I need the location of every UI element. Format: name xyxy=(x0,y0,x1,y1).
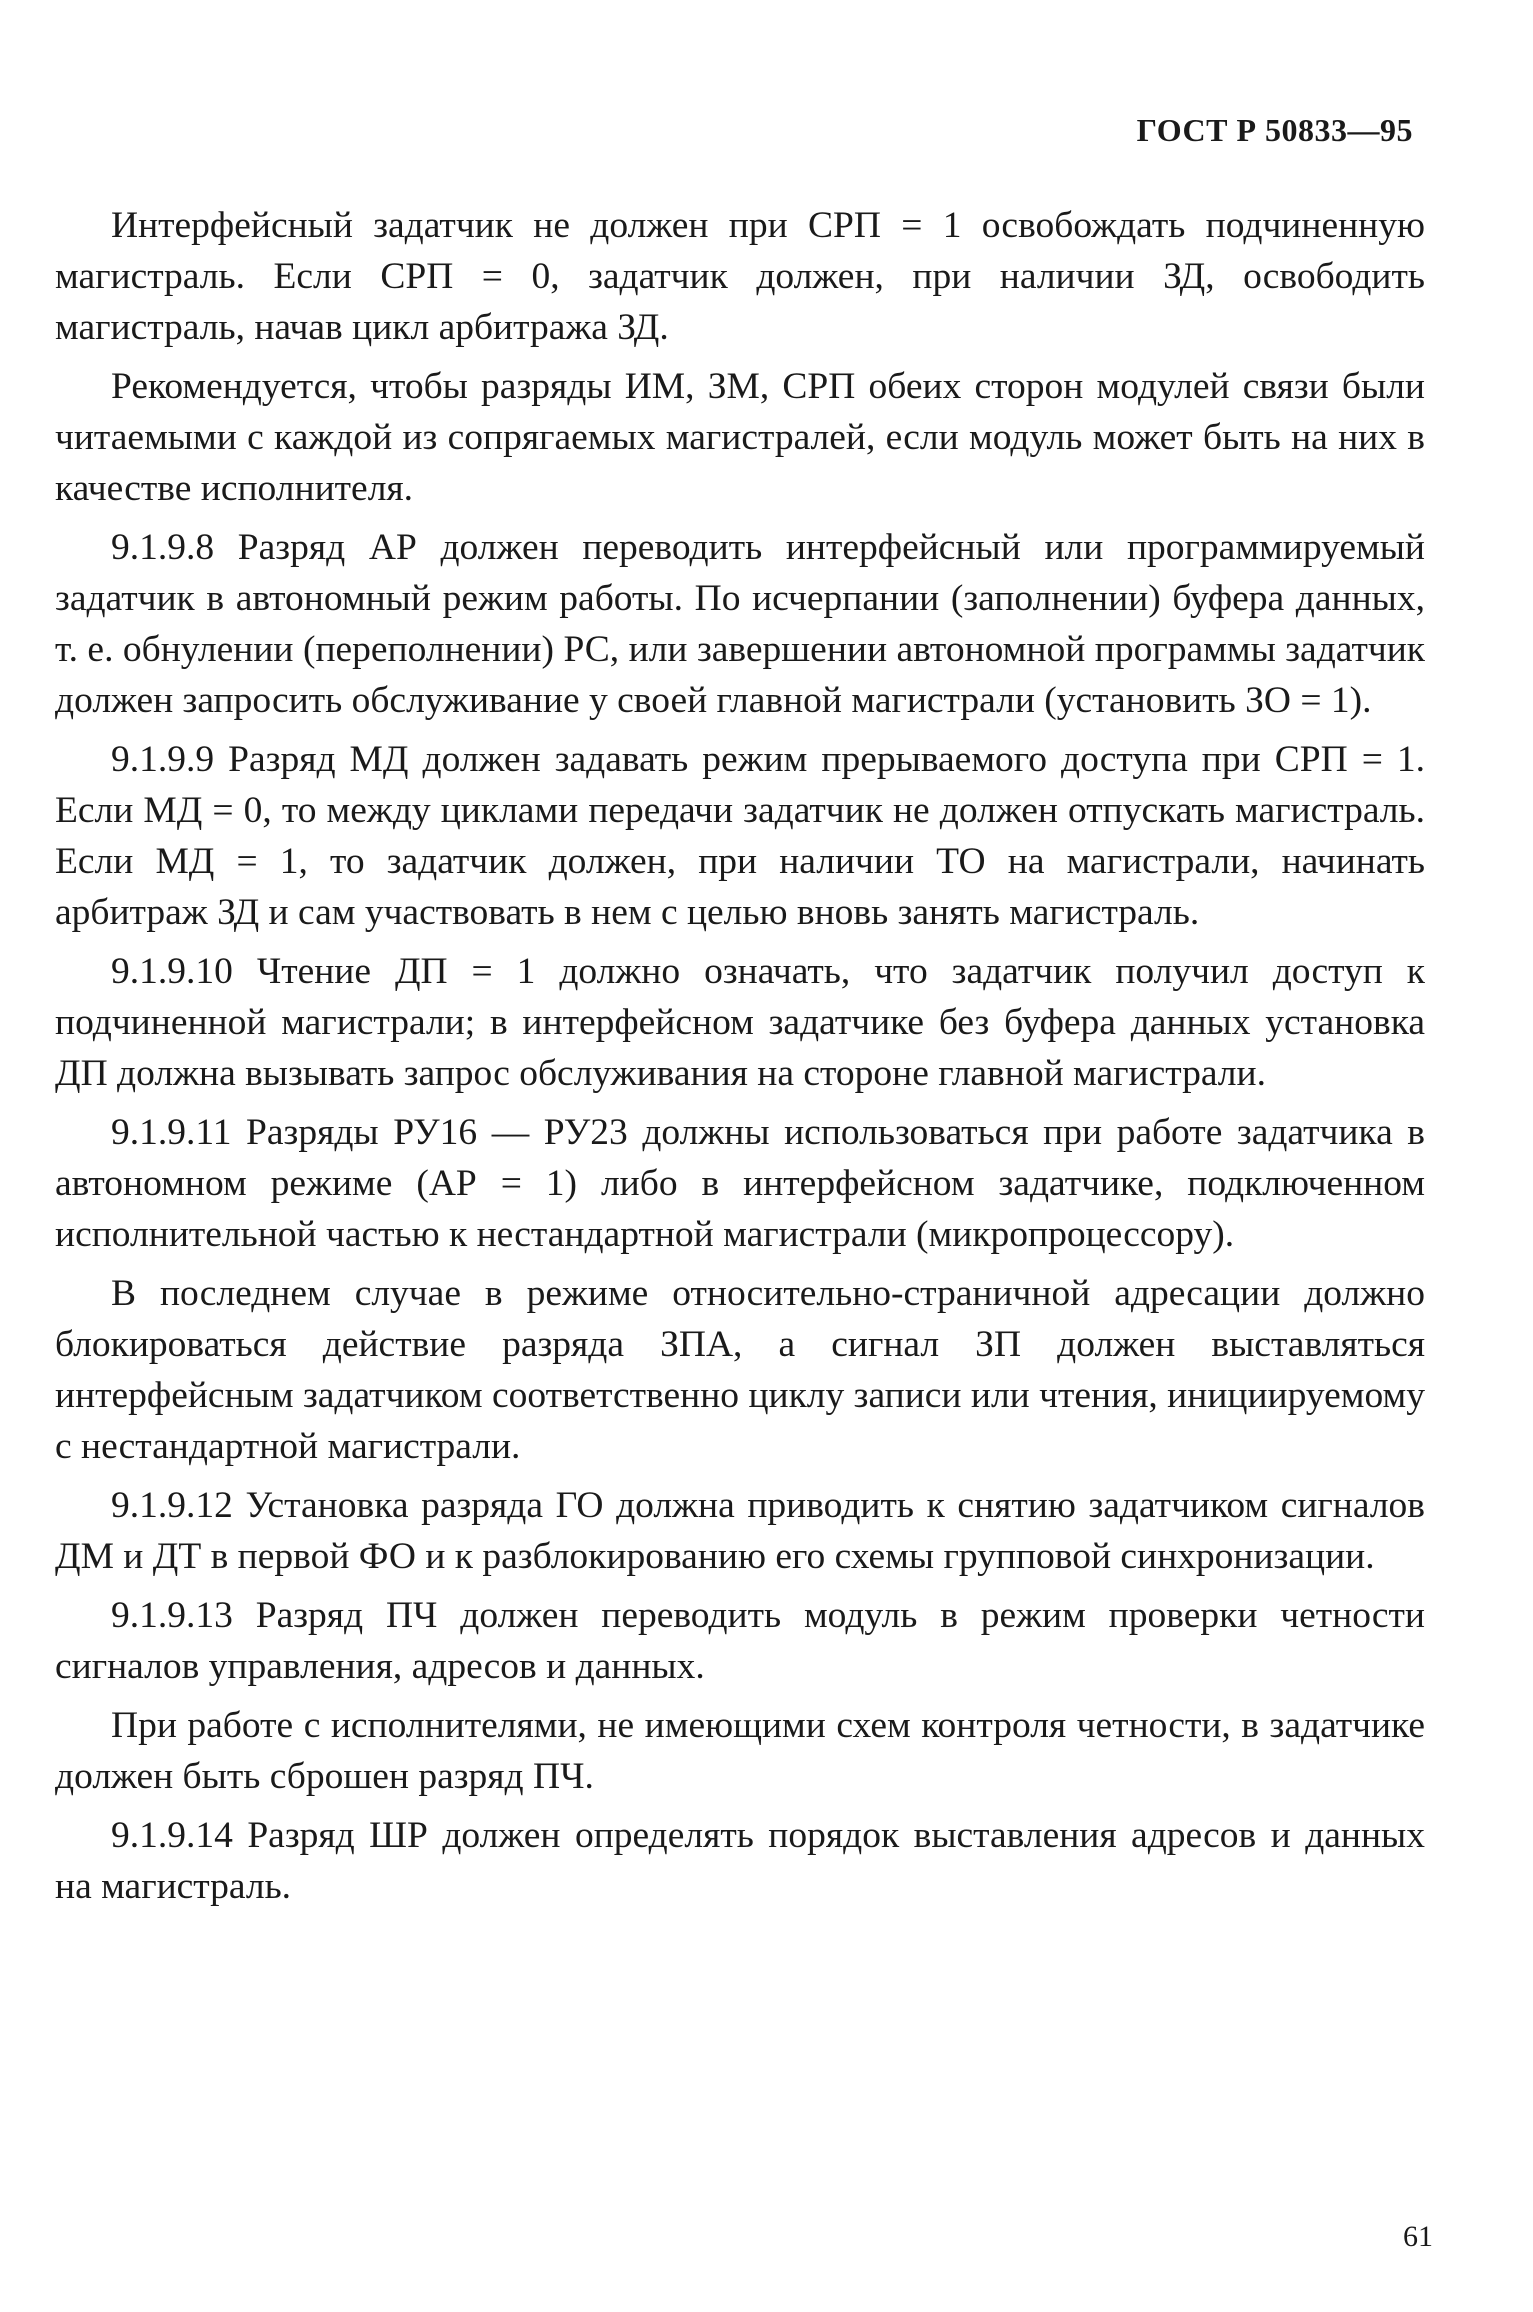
paragraph: Интерфейсный задатчик не должен при СРП = 1 освобождать подчиненную магистраль. Если СРП = 0, задатчик должен, при наличии ЗД, освободить магистраль, начав цикл арбитража ЗД. xyxy=(55,205,1425,348)
paragraph: Рекомендуется, чтобы разряды ИМ, ЗМ, СРП обеих сторон модулей связи были читаемыми с каждой из сопрягаемых магистралей, если модуль может быть на них в качестве исполнителя. xyxy=(55,366,1425,509)
paragraph: 9.1.9.8 Разряд АР должен переводить интерфейсный или программируемый задатчик в автономный режим работы. По исчерпании (заполнении) буфера данных, т. е. обнулении (переполнении) РС, или завершении автономной программы задатчик должен запросить обслуживание у своей главной магистрали (установить ЗО = 1). xyxy=(55,527,1425,721)
paragraph: 9.1.9.9 Разряд МД должен задавать режим прерываемого доступа при СРП = 1. Если МД = 0, то между циклами передачи задатчик не должен отпускать магистраль. Если МД = 1, то задатчик должен, при наличии ТО на магистрали, начинать арбитраж ЗД и сам участвовать в нем с целью вновь занять магистраль. xyxy=(55,739,1425,933)
paragraph: 9.1.9.12 Установка разряда ГО должна приводить к снятию задатчиком сигналов ДМ и ДТ в первой ФО и к разблокированию его схемы групповой синхронизации. xyxy=(55,1485,1425,1577)
paragraph: 9.1.9.13 Разряд ПЧ должен переводить модуль в режим проверки четности сигналов управления, адресов и данных. xyxy=(55,1595,1425,1687)
document-body xyxy=(55,200,1425,1920)
paragraph: При работе с исполнителями, не имеющими схем контроля четности, в задатчике должен быть сброшен разряд ПЧ. xyxy=(55,1705,1425,1797)
paragraph: 9.1.9.11 Разряды РУ16 — РУ23 должны использоваться при работе задатчика в автономном режиме (АР = 1) либо в интерфейсном задатчике, подключенном исполнительной частью к нестандартной магистрали (микропроцессору). xyxy=(55,1112,1425,1255)
page-number: 61 xyxy=(1403,2220,1433,2253)
paragraph: 9.1.9.10 Чтение ДП = 1 должно означать, что задатчик получил доступ к подчиненной магистрали; в интерфейсном задатчике без буфера данных установка ДП должна вызывать запрос обслуживания на стороне главной магистрали. xyxy=(55,951,1425,1094)
paragraph: В последнем случае в режиме относительно-страничной адресации должно блокироваться действие разряда ЗПА, а сигнал ЗП должен выставляться интерфейсным задатчиком соответственно циклу записи или чтения, инициируемому с нестандартной магистрали. xyxy=(55,1273,1425,1467)
paragraph: 9.1.9.14 Разряд ШР должен определять порядок выставления адресов и данных на магистраль. xyxy=(55,1815,1425,1907)
document-header: ГОСТ Р 50833—95 xyxy=(1136,112,1413,148)
